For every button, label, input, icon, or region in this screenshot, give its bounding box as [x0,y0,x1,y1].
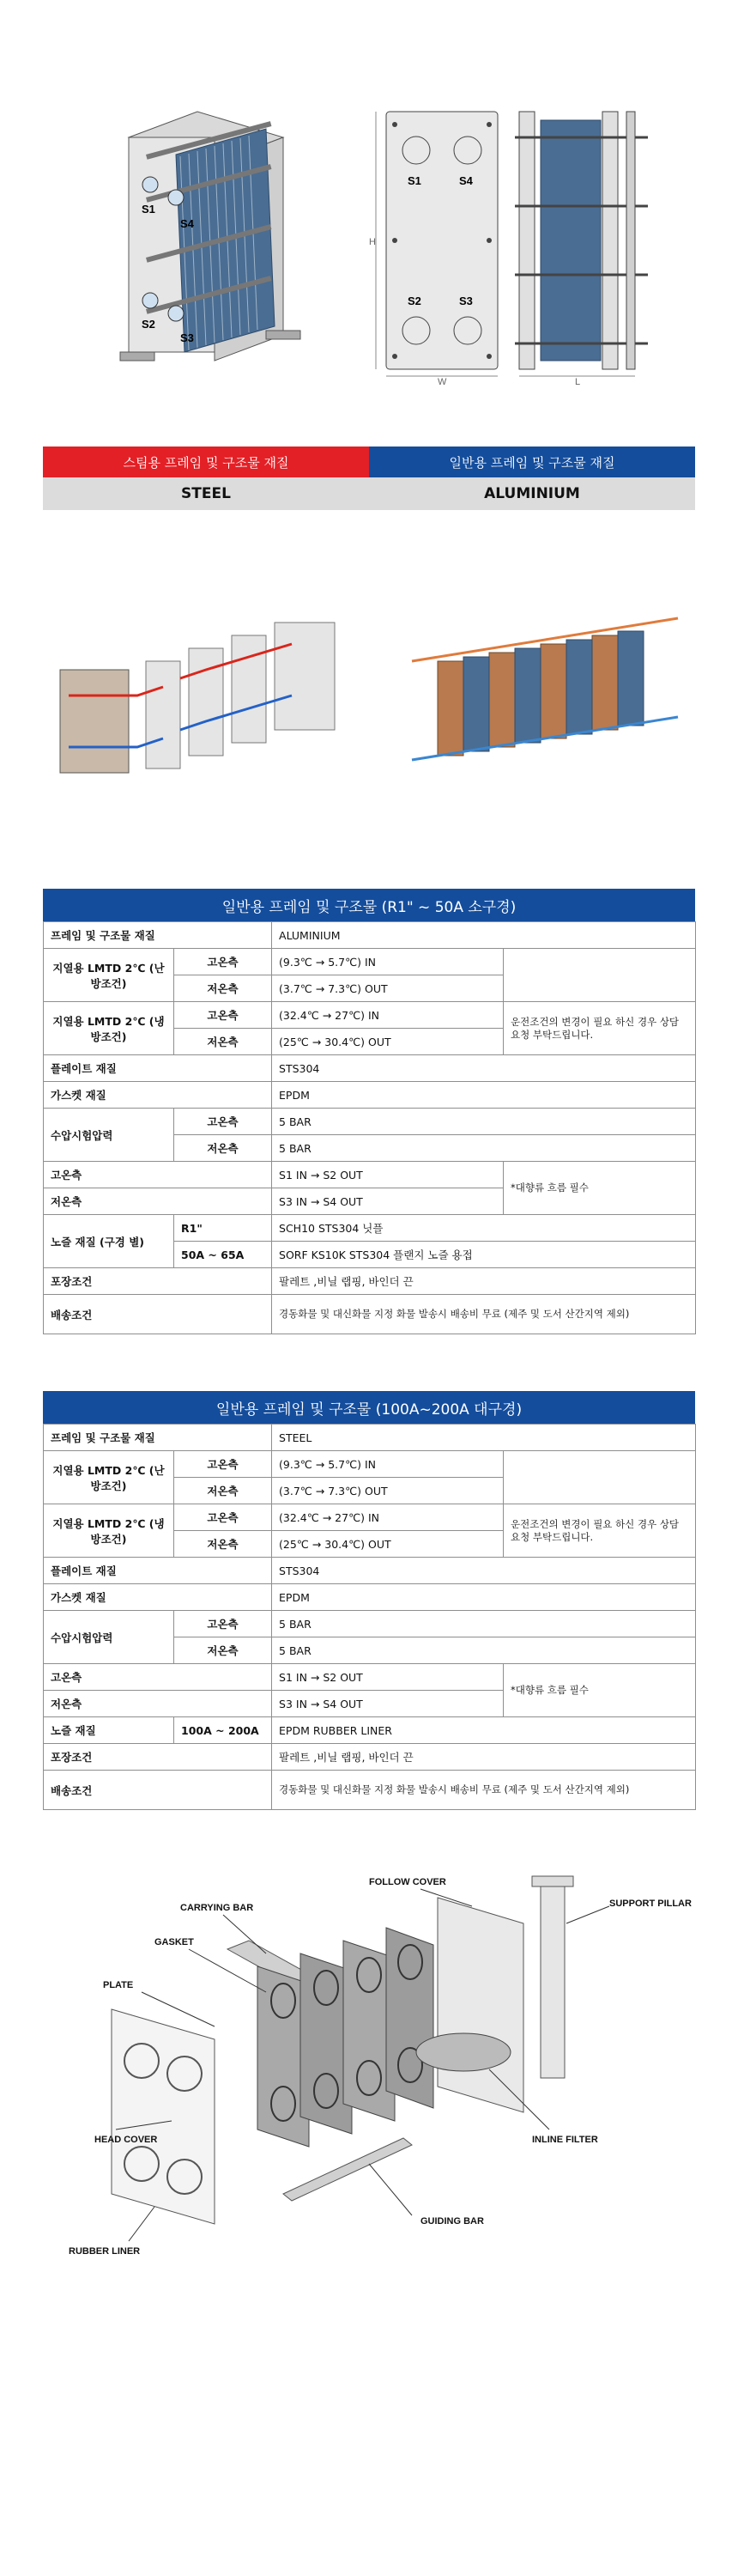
table-row [44,949,696,975]
shipping-label: 배송조건 [44,1295,272,1334]
cold-side-label: 저온측 [174,1029,272,1055]
pressure-label: 수압시험압력 [44,1611,174,1664]
table-row [44,1717,696,1744]
hot-side-label: 고온측 [174,1611,272,1637]
packing-value: 팔레트 ,비닐 랩핑, 바인더 끈 [272,1268,696,1295]
hot-side-label: 고온측 [174,1451,272,1478]
pressure-hot-value: 5 BAR [272,1109,696,1135]
cold-side-label: 저온측 [174,1531,272,1558]
iso-label-s2: S2 [142,318,155,331]
nozzle-value: SCH10 STS304 닛플 [272,1215,696,1242]
steam-material-header: 스팀용 프레임 및 구조물 재질 [43,447,369,477]
heat-hot-value: (9.3℃ → 5.7℃) IN [272,949,504,975]
shipping-value: 경동화물 및 대신화물 지정 화물 발송시 배송비 무료 (제주 및 도서 산간지역 제외) [272,1771,696,1810]
dim-label-h: H [369,237,376,247]
iso-label-s4: S4 [180,217,194,230]
pressure-hot-value: 5 BAR [272,1611,696,1637]
nozzle-value: EPDM RUBBER LINER [272,1717,696,1744]
table-row [44,1055,696,1082]
hot-flow-value: S1 IN → S2 OUT [272,1162,504,1188]
label-carrying-bar: CARRYING BAR [180,1903,254,1913]
nozzle-size: 50A ~ 65A [174,1242,272,1268]
lmtd-heat-label: 지열용 LMTD 2℃ (난방조건) [44,1451,174,1504]
label-head-cover: HEAD COVER [94,2135,158,2145]
frame-value: STEEL [272,1425,696,1451]
cool-cold-value: (25℃ → 30.4℃) OUT [272,1029,504,1055]
hot-flow-value: S1 IN → S2 OUT [272,1664,504,1691]
gasket-value: EPDM [272,1584,696,1611]
cool-cold-value: (25℃ → 30.4℃) OUT [272,1531,504,1558]
table-row [44,1002,696,1029]
gasket-label: 가스켓 재질 [44,1082,272,1109]
label-follow-cover: FOLLOW COVER [369,1877,446,1887]
label-plate: PLATE [103,1980,134,1990]
table-row [44,922,696,949]
hot-side-label: 고온측 [174,949,272,975]
flow-diagram-aluminium [403,601,695,790]
front-label-s3: S3 [459,295,473,307]
empty-cell [504,949,696,1002]
table-row [44,1109,696,1135]
lmtd-cool-label: 지열용 LMTD 2℃ (냉방조건) [44,1002,174,1055]
hot-flow-label: 고온측 [44,1664,272,1691]
flow-diagram-steel [51,601,343,790]
lmtd-note: 운전조건의 변경이 필요 하신 경우 상담요청 부탁드립니다. [504,1002,696,1055]
table-row [44,1771,696,1810]
plate-value: STS304 [272,1055,696,1082]
lmtd-heat-label: 지열용 LMTD 2℃ (난방조건) [44,949,174,1002]
front-label-s2: S2 [408,295,421,307]
plate-label: 플레이트 재질 [44,1558,272,1584]
iso-label-s1: S1 [142,203,155,216]
pressure-label: 수압시험압력 [44,1109,174,1162]
table-row [44,1504,696,1531]
table-row [44,1162,696,1188]
packing-value: 팔레트 ,비닐 랩핑, 바인더 끈 [272,1744,696,1771]
steam-material-value: STEEL [43,477,369,510]
front-label-s1: S1 [408,174,421,187]
packing-label: 포장조건 [44,1744,272,1771]
pressure-cold-value: 5 BAR [272,1135,696,1162]
label-support-pillar: SUPPORT PILLAR [609,1899,692,1909]
hot-side-label: 고온측 [174,1002,272,1029]
dim-label-w: W [438,377,447,386]
shipping-label: 배송조건 [44,1771,272,1810]
frame-label: 프레임 및 구조물 재질 [44,922,272,949]
gasket-value: EPDM [272,1082,696,1109]
cold-flow-label: 저온측 [44,1691,272,1717]
spec-table-small-bore [43,889,695,1334]
nozzle-value: SORF KS10K STS304 플랜지 노즐 용접 [272,1242,696,1268]
table-row [44,1425,696,1451]
heat-cold-value: (3.7℃ → 7.3℃) OUT [272,1478,504,1504]
hot-side-label: 고온측 [174,1109,272,1135]
frame-value: ALUMINIUM [272,922,696,949]
table-row [44,1082,696,1109]
nozzle-label: 노즐 재질 (구경 별) [44,1215,174,1268]
lmtd-cool-label: 지열용 LMTD 2℃ (냉방조건) [44,1504,174,1558]
general-material-header: 일반용 프레임 및 구조물 재질 [369,447,695,477]
cold-flow-value: S3 IN → S4 OUT [272,1188,504,1215]
empty-cell [504,1451,696,1504]
pressure-cold-value: 5 BAR [272,1637,696,1664]
iso-label-s3: S3 [180,331,194,344]
cold-side-label: 저온측 [174,1637,272,1664]
label-rubber-liner: RUBBER LINER [69,2246,141,2257]
table-row [44,1295,696,1334]
table-title: 일반용 프레임 및 구조물 (100A~200A 대구경) [43,1391,695,1424]
hx-front-view-image [369,103,515,386]
table-row [44,1215,696,1242]
spec-table-large-bore [43,1391,695,1810]
nozzle-size: 100A ~ 200A [174,1717,272,1744]
flow-note: *대향류 흐름 필수 [504,1162,696,1215]
table-title: 일반용 프레임 및 구조물 (R1" ~ 50A 소구경) [43,889,695,921]
heat-cold-value: (3.7℃ → 7.3℃) OUT [272,975,504,1002]
flow-note: *대향류 흐름 필수 [504,1664,696,1717]
lmtd-note: 운전조건의 변경이 필요 하신 경우 상담요청 부탁드립니다. [504,1504,696,1558]
front-label-s4: S4 [459,174,473,187]
label-inline-filter: INLINE FILTER [532,2135,598,2145]
hx-side-view-image [506,103,661,386]
label-gasket: GASKET [154,1937,194,1947]
general-material-value: ALUMINIUM [369,477,695,510]
table-row [44,1451,696,1478]
frame-label: 프레임 및 구조물 재질 [44,1425,272,1451]
label-guiding-bar: GUIDING BAR [420,2216,484,2227]
nozzle-size: R1" [174,1215,272,1242]
cold-side-label: 저온측 [174,975,272,1002]
cold-flow-label: 저온측 [44,1188,272,1215]
material-comparison [43,447,695,510]
packing-label: 포장조건 [44,1268,272,1295]
exploded-diagram [43,1855,695,2267]
cold-flow-value: S3 IN → S4 OUT [272,1691,504,1717]
dim-label-l: L [575,377,581,386]
table-row [44,1558,696,1584]
table-row [44,1611,696,1637]
plate-label: 플레이트 재질 [44,1055,272,1082]
table-row [44,1744,696,1771]
plate-value: STS304 [272,1558,696,1584]
shipping-value: 경동화물 및 대신화물 지정 화물 발송시 배송비 무료 (제주 및 도서 산간지역 제외) [272,1295,696,1334]
hot-side-label: 고온측 [174,1504,272,1531]
cool-hot-value: (32.4℃ → 27℃) IN [272,1504,504,1531]
gasket-label: 가스켓 재질 [44,1584,272,1611]
table-row [44,1268,696,1295]
table-row [44,1664,696,1691]
cool-hot-value: (32.4℃ → 27℃) IN [272,1002,504,1029]
heat-hot-value: (9.3℃ → 5.7℃) IN [272,1451,504,1478]
cold-side-label: 저온측 [174,1135,272,1162]
table-row [44,1584,696,1611]
nozzle-label: 노즐 재질 [44,1717,174,1744]
cold-side-label: 저온측 [174,1478,272,1504]
hx-isometric-image [94,103,318,386]
hot-flow-label: 고온측 [44,1162,272,1188]
